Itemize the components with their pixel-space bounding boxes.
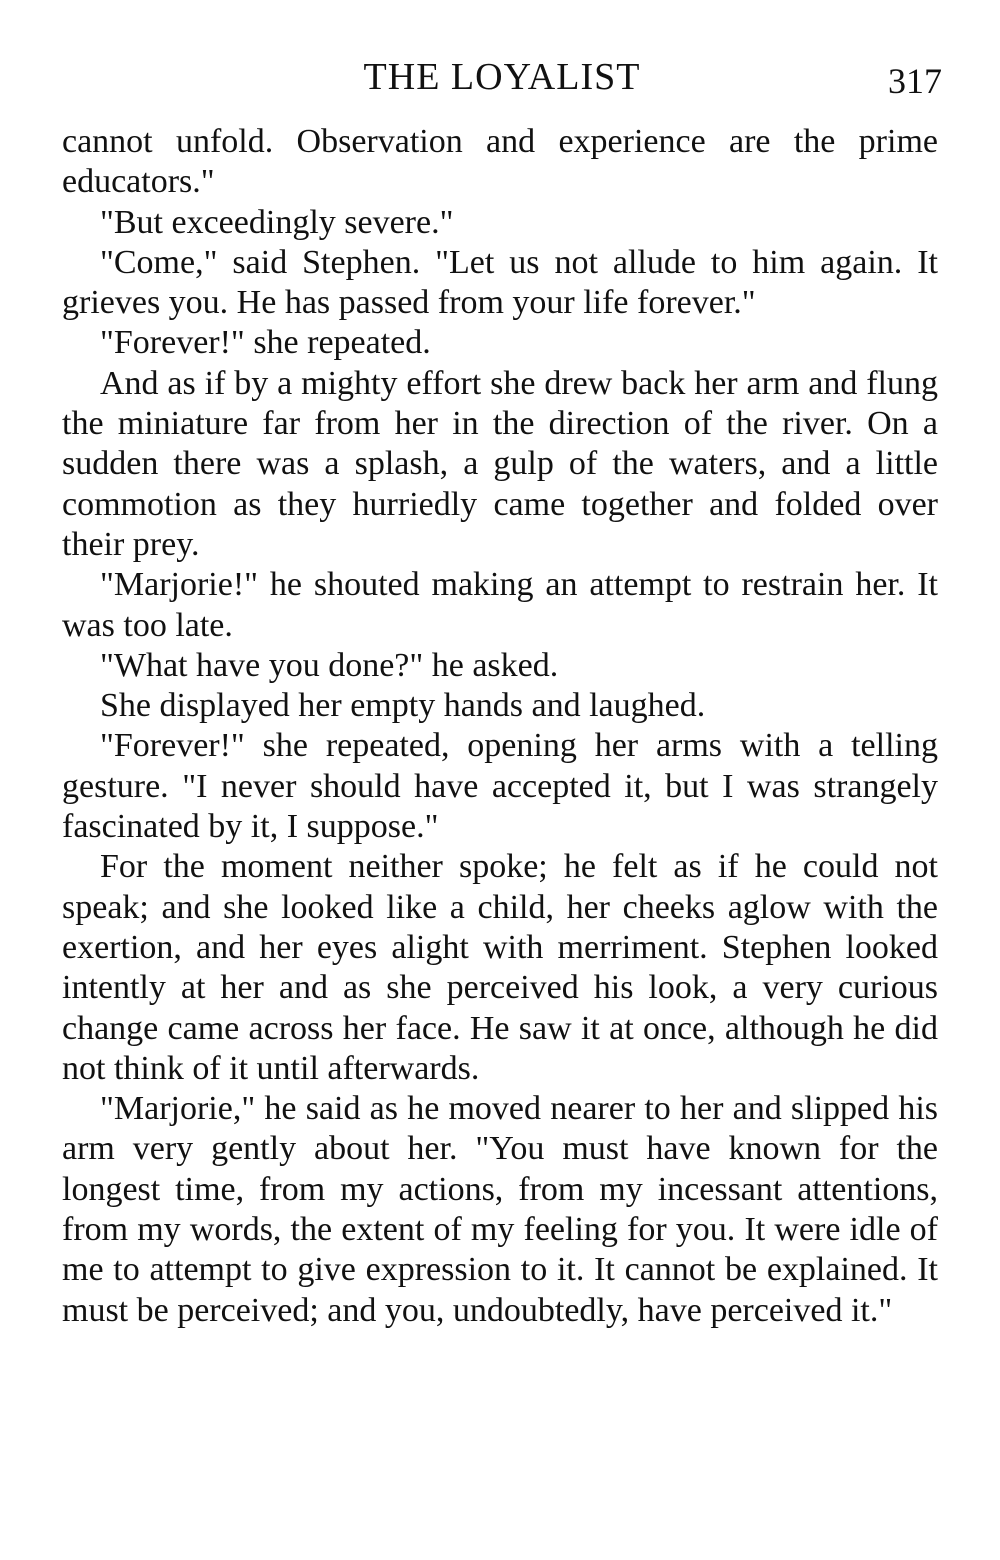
body-text	[62, 122, 938, 1331]
paragraph: "What have you done?" he asked.	[100, 646, 559, 684]
paragraph: "Marjorie," he said as he moved nearer to her and slipped his arm very gently about her. "You must have known for the longest time, from my actions, from my incessant attentions, from my words, the extent of my feeling for you. It were idle of me to attempt to give expression to it. It cannot be explained. It must be perceived; and you, undoubtedly, have perceived it."	[62, 1090, 938, 1329]
running-title: THE LOYALIST	[363, 56, 641, 98]
page-header	[62, 52, 942, 102]
paragraph: "Marjorie!" he shouted making an attempt to restrain her. It was too late.	[62, 566, 938, 644]
paragraph: "But exceedingly severe."	[100, 203, 454, 241]
paragraph: She displayed her empty hands and laughed.	[100, 687, 706, 725]
paragraph: "Forever!" she repeated, opening her arms with a telling gesture. "I never should have accepted it, but I was strangely fascinated by it, I suppose."	[62, 727, 938, 846]
page-number: 317	[888, 61, 942, 101]
paragraph: For the moment neither spoke; he felt as if he could not speak; and she looked like a child, her cheeks aglow with the exertion, and her eyes alight with merriment. Stephen looked intently at her and as she perceived his look, a very curious change came across her face. He saw it at once, although he did not think of it until afterwards.	[62, 848, 938, 1087]
paragraph: "Forever!" she repeated.	[100, 324, 431, 362]
paragraph: "Come," said Stephen. "Let us not allude to him again. It grieves you. He has passed from your life forever."	[62, 243, 938, 322]
paragraph: cannot unfold. Observation and experience are the prime educators."	[62, 123, 938, 201]
paragraph: And as if by a mighty effort she drew back her arm and flung the miniature far from her in the direction of the river. On a sudden there was a splash, a gulp of the waters, and a little commotion as they hurriedly came together and folded over their prey.	[62, 364, 938, 563]
